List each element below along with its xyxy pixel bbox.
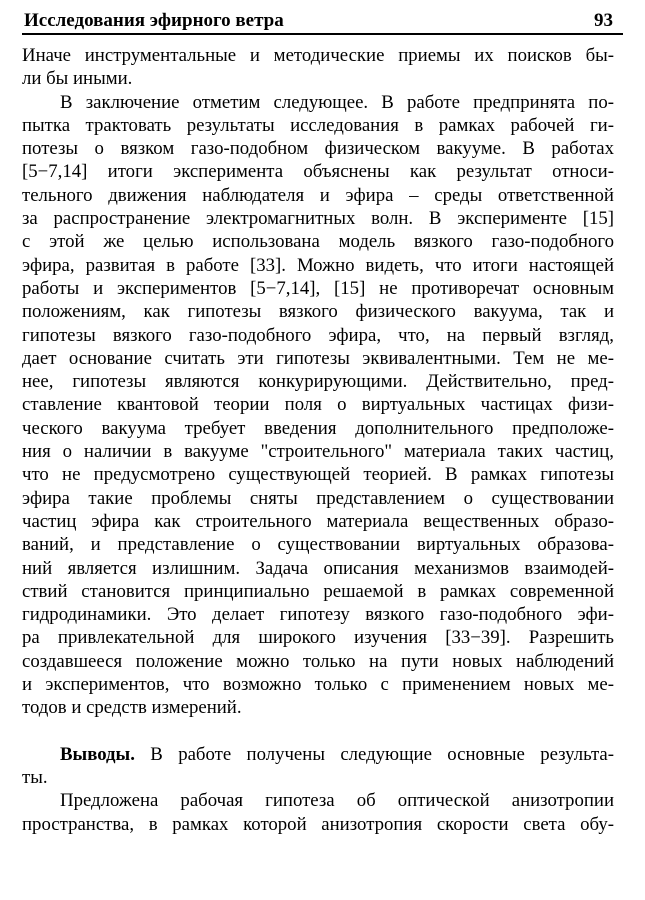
text-line [22, 160, 614, 183]
line-text: ставление квантовой теории поля о виртуальных частицах физи- [22, 394, 614, 416]
paragraph-gap [22, 720, 614, 743]
text-line [22, 393, 614, 416]
text-line [22, 347, 614, 370]
line-text: Предложена рабочая гипотеза об оптической анизотропии [60, 790, 614, 812]
text-line [22, 67, 614, 90]
body-text [22, 44, 614, 836]
text-line [22, 603, 614, 626]
line-text: ли бы иными. [22, 68, 133, 90]
text-line [22, 626, 614, 649]
line-text: и экспериментов, что возможно только с применением новых ме- [22, 674, 614, 696]
page-number: 93 [594, 10, 613, 31]
line-text: Иначе инструментальные и методические приемы их поисков бы- [22, 45, 614, 66]
paragraph [22, 91, 614, 720]
text-line [22, 789, 614, 812]
line-text: тодов и средств измерений. [22, 697, 242, 719]
text-line [22, 254, 614, 277]
text-line [22, 696, 614, 719]
line-text: с этой же целью использована модель вязкого газо-подобного [22, 231, 614, 253]
text-line [22, 463, 614, 486]
paragraph [22, 743, 614, 790]
line-text: частиц эфира как строительного материала вещественных образо- [22, 510, 614, 532]
running-title: Исследования эфирного ветра [24, 10, 284, 31]
line-text: ния о наличии в вакууме "строительного" материала таких частиц, [22, 441, 614, 463]
text-line [22, 137, 614, 160]
line-text: гидродинамики. Это делает гипотезу вязкого газо-подобного эфи- [22, 604, 614, 626]
text-line [22, 766, 614, 789]
text-line [22, 417, 614, 440]
line-text: эфира такие проблемы сняты представлением о существовании [22, 487, 614, 509]
text-line [22, 44, 614, 67]
text-line [22, 557, 614, 580]
text-line [22, 580, 614, 603]
line-text: ствий становится принципиально решаемой в рамках современной [22, 580, 614, 602]
text-line [22, 114, 614, 137]
paragraph [22, 44, 614, 91]
line-text: за распространение электромагнитных волн. В эксперименте [15] [22, 208, 614, 230]
line-text: пространства, в рамках которой анизотропия скорости света обу- [22, 813, 614, 835]
line-text: ра привлекательной для широкого изучения [33−39]. Разрешить [22, 627, 614, 649]
line-text: эфира, развитая в работе [33]. Можно видеть, что итоги настоящей [22, 254, 614, 276]
text-line [22, 650, 614, 673]
line-text: потезы о вязком газо-подобном физическом вакууме. В работах [22, 138, 614, 160]
line-text: В заключение отметим следующее. В работе предпринята по- [60, 91, 614, 113]
line-text: В работе получены следующие основные результа- [134, 743, 614, 765]
text-line [22, 673, 614, 696]
line-text: пытка трактовать результаты исследования в рамках рабочей ги- [22, 114, 614, 136]
text-line [22, 370, 614, 393]
conclusions-heading: Выводы. [60, 743, 135, 765]
text-line [22, 184, 614, 207]
text-line [22, 533, 614, 556]
line-text: положениям, как гипотезы вязкого физического вакуума, так и [22, 301, 614, 323]
text-line [22, 510, 614, 533]
line-text: [5−7,14] итоги эксперимента объяснены как результат относи- [22, 161, 614, 183]
paragraph [22, 789, 614, 836]
line-text: ний является излишним. Задача описания механизмов взаимодей- [22, 557, 614, 579]
text-line [22, 277, 614, 300]
text-line [22, 440, 614, 463]
running-header [22, 7, 623, 35]
text-line [22, 91, 614, 114]
line-text: работы и экспериментов [5−7,14], [15] не противоречат основным [22, 277, 614, 299]
text-line [22, 300, 614, 323]
line-text: ты. [22, 766, 48, 788]
line-text: что не предусмотрено существующей теорией. В рамках гипотезы [22, 464, 614, 486]
text-line [22, 743, 614, 766]
line-text: нее, гипотезы являются конкурирующими. Действительно, пред- [22, 371, 614, 393]
line-text: ческого вакуума требует введения дополнительного предположе- [22, 417, 614, 439]
text-line [22, 813, 614, 836]
line-text: тельного движения наблюдателя и эфира – среды ответственной [22, 184, 614, 206]
line-text: дает основание считать эти гипотезы эквивалентными. Тем не ме- [22, 347, 614, 369]
text-line [22, 324, 614, 347]
line-text: ваний, и представление о существовании виртуальных образова- [22, 534, 614, 556]
text-line [22, 230, 614, 253]
line-text: создавшееся положение можно только на пути новых наблюдений [22, 650, 614, 672]
line-text: гипотезы вязкого газо-подобного эфира, что, на первый взгляд, [22, 324, 614, 346]
text-line [22, 207, 614, 230]
text-line [22, 487, 614, 510]
